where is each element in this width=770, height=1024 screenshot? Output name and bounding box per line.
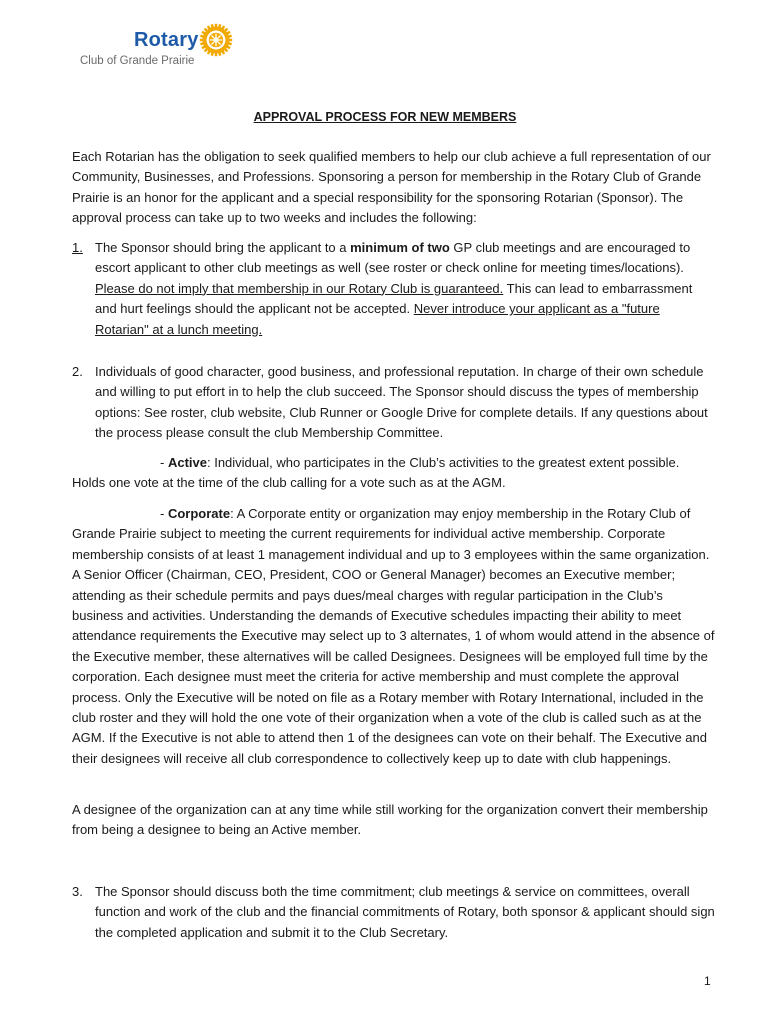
active-text: : Individual, who participates in the Club’s activities to the greatest extent possible. Holds one vote at the time of the club calling for a vote such as at the AGM. [72,455,680,491]
item-number: 2. [72,364,83,379]
rotary-logo [78,22,238,72]
list-item-2 [72,362,716,444]
active-membership-paragraph [72,453,716,494]
page-number: 1 [704,974,711,988]
logo-subtitle: Club of Grande Prairie [80,55,195,67]
logo-wordmark: Rotary [134,29,199,51]
item-text [95,238,716,340]
corporate-label: Corporate [167,506,231,521]
text-run: This can lead to embarrassment and hurt feelings should the applicant not be accepted. [95,280,693,317]
item-text: The Sponsor should discuss both the time commitment; club meetings & service on committees, overall function and work of the club and the financial commitments of Rotary, both sponsor & applicant should sign the completed application and submit it to the Club Secretary. [95,884,715,940]
rotary-wheel-icon [198,22,234,58]
wheel-tooth [215,24,218,29]
item-text: Individuals of good character, good business, and professional reputation. In charge of their own schedule and willing to put effort in to help the club succeed. The Sponsor should discuss the types of membership options: See roster, club website, Club Runner or Google Drive for complete details. If any questions about the process please consult the club Membership Committee. [95,364,708,441]
text-run: The Sponsor should bring the applicant to a [95,240,351,255]
item-number: 1. [72,240,83,255]
dash: - [160,506,168,521]
dash: - [160,455,168,470]
list-item-3 [72,882,716,943]
underlined-run: Never introduce your applicant as a "future Rotarian" at a lunch meeting. [95,301,660,337]
bold-run: minimum of two [350,240,450,255]
underlined-run: Please do not imply that membership in our Rotary Club is guaranteed. [95,280,504,296]
item-number: 3. [72,884,83,899]
wheel-tooth [228,39,233,42]
wheel-tooth [200,39,205,42]
intro-paragraph: Each Rotarian has the obligation to seek qualified members to help our club achieve a full representation of our Community, Businesses, and Professions. Sponsoring a person for membership in the Rotary Club of Grande Prairie is an honor for the applicant and a special responsibility for the sponsoring Rotarian (Sponsor). The approval process can take up to two weeks and includes the following: [72,149,711,226]
wheel-tooth [215,52,218,57]
text-run: GP club meetings and are encouraged to escort applicant to other club meetings as well (see roster or check online for meeting times/locations). [95,240,691,276]
corporate-text: : A Corporate entity or organization may enjoy membership in the Rotary Club of Grande Prairie subject to meeting the current requirements for individual active membership. Corporate membership consists of at least 1 management individual and up to 3 employees within the same organization. A Senior Officer (Chairman, CEO, President, COO or General Manager) becomes an Executive member; attending as their schedule permits and pays dues/meal charges with regular participation in the Club’s business and activities. Understanding the demands of Executive schedules impacting their ability to meet attendance requirements the Executive may select up to 3 alternates, 1 of whom would attend in the absence of the Executive member, these alternatives will be called Designees. Designees will be employed full time by the corporation. Each designee must meet the criteria for active membership and must complete the approval process. Only the Executive will be noted on file as a Rotary member with Rotary International, included in the club roster and they will hold the one vote of their organization when a vote of the club is called such as at the AGM. If the Executive is not able to attend then 1 of the designees can vote on their behalf. The Executive and their designees will receive all club correspondence to collectively keep up to date with club happenings. [72,506,715,766]
list-item-1 [72,238,716,340]
document-title: APPROVAL PROCESS FOR NEW MEMBERS [253,110,517,124]
corporate-membership-paragraph [72,504,716,769]
active-label: Active [167,455,207,470]
designee-paragraph: A designee of the organization can at any time while still working for the organization convert their membership from being a designee to being an Active member. [72,802,708,838]
